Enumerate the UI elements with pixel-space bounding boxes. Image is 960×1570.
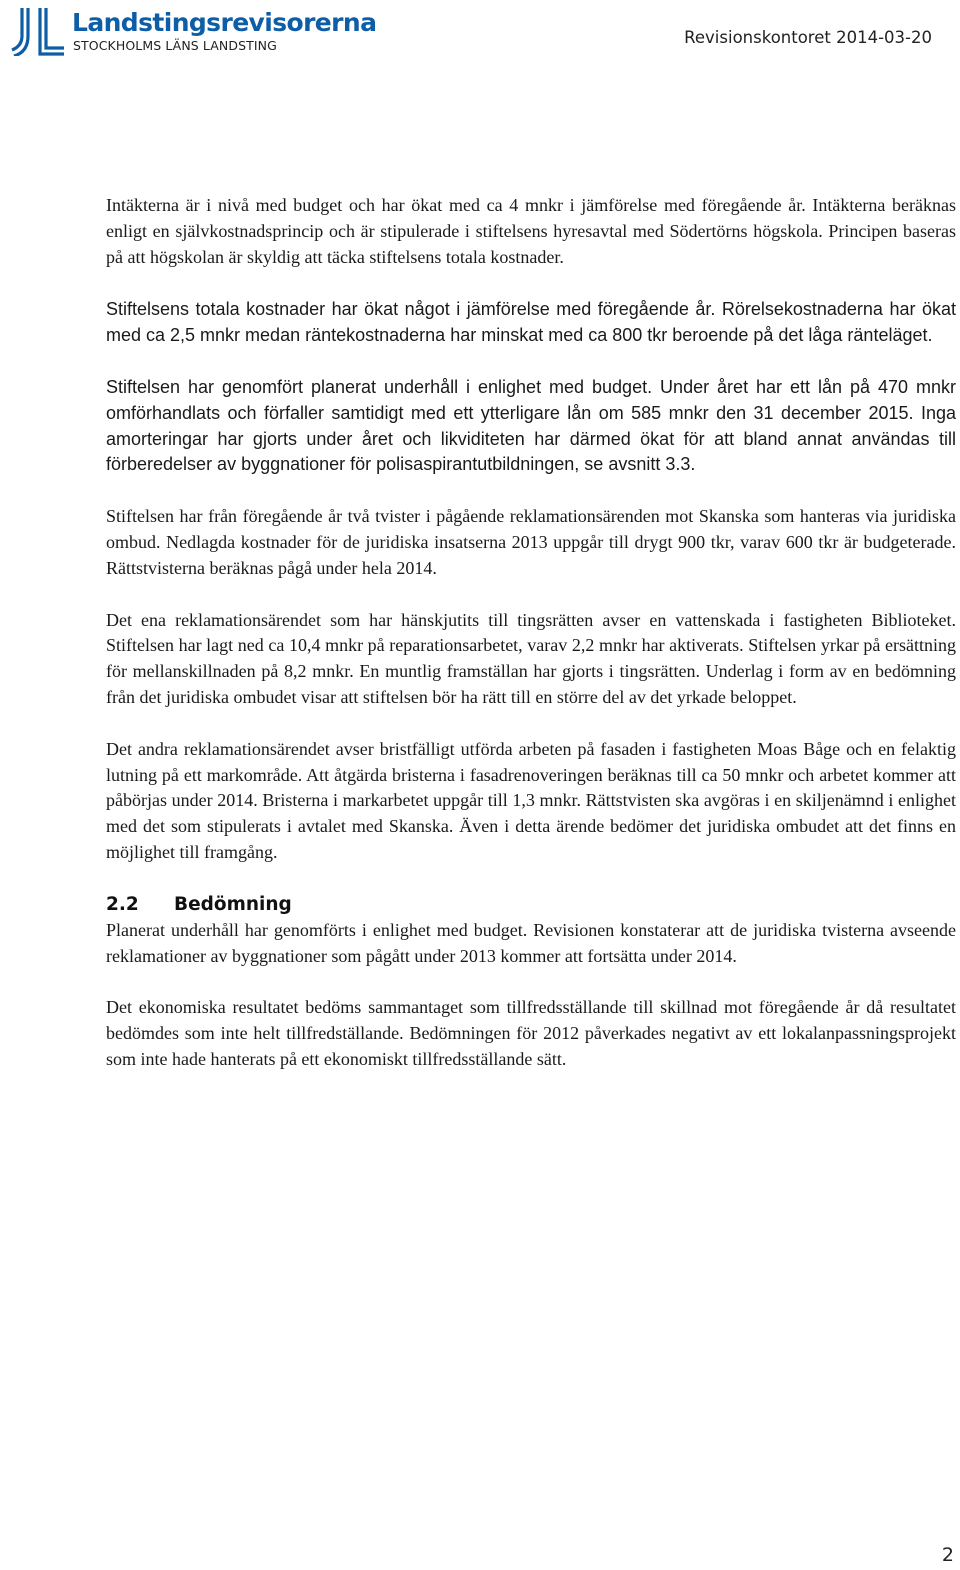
paragraph-revenue: Intäkterna är i nivå med budget och har ökat med ca 4 mnkr i jämförelse med föregående år. Intäkterna beräknas enligt en självkostnadsprincip och är stipulerade i stiftelsens hyresavtal med Södertörns högskola. Principen baseras på att högskolan är skyldig att täcka stiftelsens totala kostnader.	[106, 195, 956, 267]
logo-mark-icon	[8, 6, 64, 56]
logo-name: Landstingsrevisorerna	[72, 8, 377, 37]
organization-logo	[8, 6, 377, 56]
paragraph-assessment-2: Det ekonomiska resultatet bedöms sammantaget som tillfredsställande till skillnad mot föregående år då resultatet bedömdes som inte helt tillfredställande. Bedömningen för 2012 påverkades negativt av ett lokalanpassningsprojekt som inte hade hanterats på ett ekonomiskt tillfredsställande sätt.	[106, 997, 956, 1069]
paragraph-assessment-1: Planerat underhåll har genomförts i enlighet med budget. Revisionen konstaterar att de juridiska tvisterna avseende reklamationer av byggnationer som pågått under 2013 kommer att fortsätta under 2014.	[106, 919, 956, 966]
section-title: Bedömning	[174, 893, 292, 915]
page-header	[0, 0, 960, 70]
logo-subtitle: STOCKHOLMS LÄNS LANDSTING	[73, 38, 277, 53]
paragraph-water-damage: Det ena reklamationsärendet som har hänskjutits till tingsrätten avser en vattenskada i fastigheten Biblioteket. Stiftelsen har lagt ned ca 10,4 mnkr på reparationsarbetet, varav 2,2 mnkr har aktiverats. Stiftelsen yrkar på ersättning för mellanskillnaden på 8,2 mnkr. En muntlig framställan har gjorts i tingsrätten. Underlag i form av en bedömning från det juridiska ombudet visar att stiftelsen bör ha rätt till en större del av det yrkade beloppet.	[106, 609, 956, 707]
paragraph-disputes: Stiftelsen har från föregående år två tvister i pågående reklamationsärenden mot Skanska som hanteras via juridiska ombud. Nedlagda kostnader för de juridiska insatserna 2013 uppgår till drygt 900 tkr, varav 600 tkr är budgeterade. Rättstvisterna beräknas pågå under hela 2014.	[106, 506, 956, 578]
paragraph-costs: Stiftelsens totala kostnader har ökat något i jämförelse med föregående år. Rörelsekostnaderna har ökat med ca 2,5 mnkr medan räntekostnaderna har minskat med ca 800 tkr beroende på det låga ränteläget.	[106, 299, 956, 346]
office-date: Revisionskontoret 2014-03-20	[684, 28, 932, 47]
section-heading	[106, 892, 956, 918]
document-body	[106, 193, 956, 1099]
section-number: 2.2	[106, 893, 139, 915]
paragraph-facade: Det andra reklamationsärendet avser bristfälligt utförda arbeten på fasaden i fastigheten Moas Båge och en felaktig lutning på ett markområde. Att åtgärda bristerna i fasadrenoveringen beräknas till ca 50 mnkr och arbetet kommer att påbörjas under 2014. Bristerna i markarbetet uppgår till 1,3 mnkr. Rättstvisten ska avgöras i en skiljenämnd i enlighet med det som stipulerats i avtalet med Skanska. Även i detta ärende bedömer det juridiska ombudet att det finns en möjlighet till framgång.	[106, 738, 956, 862]
paragraph-maintenance: Stiftelsen har genomfört planerat underhåll i enlighet med budget. Under året har ett lån på 470 mnkr omförhandlats och förfaller samtidigt med ett ytterligare lån om 585 mnkr den 31 december 2015. Inga amorteringar har gjorts under året och likviditeten har därmed ökat för att bland annat användas till förberedelser av byggnationer för polisaspirantutbildningen, se avsnitt 3.3.	[106, 376, 956, 475]
page-number: 2	[941, 1544, 954, 1566]
